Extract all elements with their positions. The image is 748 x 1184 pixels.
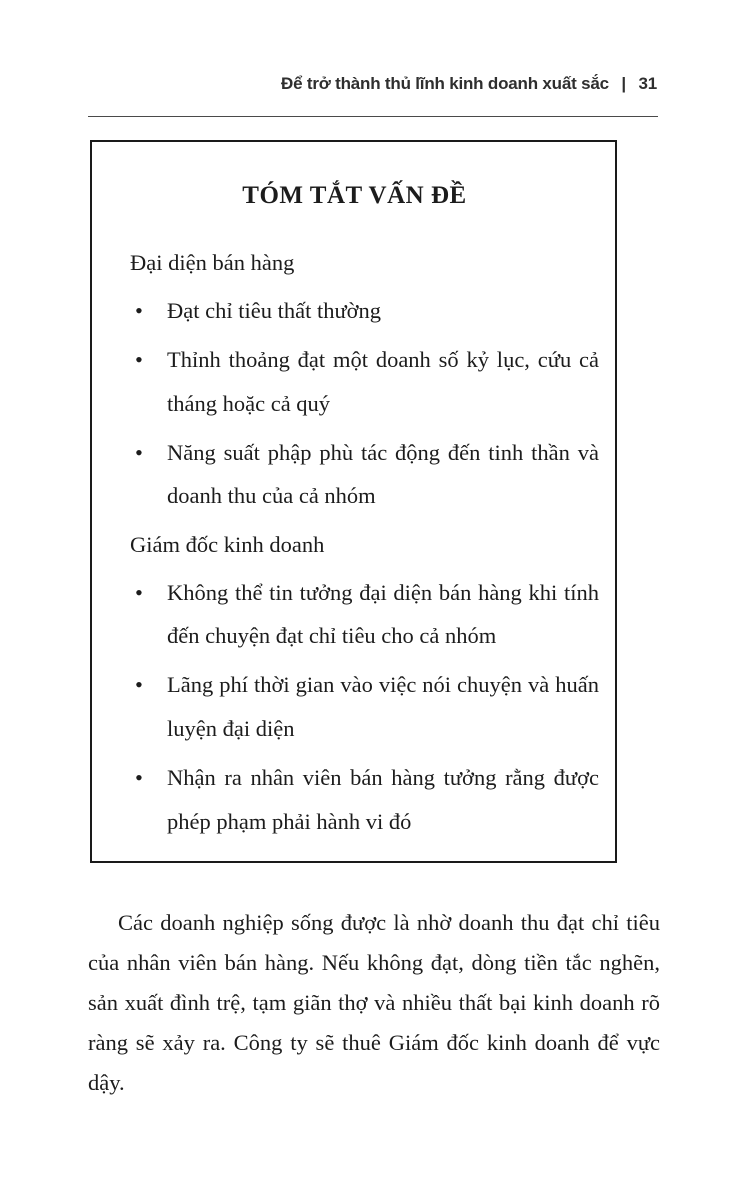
bullet-icon: • [135, 347, 143, 373]
section-label-sales-rep: Đại diện bán hàng [130, 250, 295, 275]
section-label-sales-director: Giám đốc kinh doanh [130, 531, 325, 557]
body-paragraph: Các doanh nghiệp sống được là nhờ doanh thu đạt chỉ tiêu của nhân viên bán hàng. Nếu không đạt, dòng tiền tắc nghẽn, sản xuất đình trệ, tạm giãn thợ và nhiều thất bại kinh doanh rõ ràng sẽ xảy ra. Công ty sẽ thuê Giám đốc kinh doanh để vực dậy. [88, 910, 660, 1096]
list-item [130, 289, 599, 332]
running-head-title: Để trở thành thủ lĩnh kinh doanh xuất sắc [281, 74, 609, 93]
header-rule [88, 116, 658, 117]
list-item [130, 338, 599, 425]
bullet-icon: • [135, 579, 143, 605]
list-item [130, 571, 599, 658]
list-item [130, 663, 599, 750]
list-item [130, 756, 599, 843]
bullet-text: Nhận ra nhân viên bán hàng tưởng rằng được phép phạm phải hành vi đó [167, 765, 599, 834]
summary-box-title: TÓM TẮT VẤN ĐỀ [242, 182, 467, 209]
bullet-icon: • [135, 672, 143, 698]
bullet-text: Thỉnh thoảng đạt một doanh số kỷ lục, cứu cả tháng hoặc cả quý [167, 347, 599, 416]
summary-box [90, 140, 617, 863]
bullet-text: Đạt chỉ tiêu thất thường [167, 297, 382, 323]
bullet-text: Năng suất phập phù tác động đến tinh thần và doanh thu của cả nhóm [167, 440, 599, 509]
page-header [281, 74, 657, 94]
bullet-text: Không thể tin tưởng đại diện bán hàng khi tính đến chuyện đạt chỉ tiêu cho cả nhóm [167, 579, 599, 649]
bullet-icon: • [135, 297, 143, 323]
bullet-icon: • [135, 765, 143, 791]
bullet-text: Lãng phí thời gian vào việc nói chuyện và huấn luyện đại diện [167, 672, 599, 741]
page-number: 31 [638, 74, 657, 93]
list-item [130, 431, 599, 518]
header-separator: | [621, 74, 626, 93]
bullet-icon: • [135, 440, 143, 466]
